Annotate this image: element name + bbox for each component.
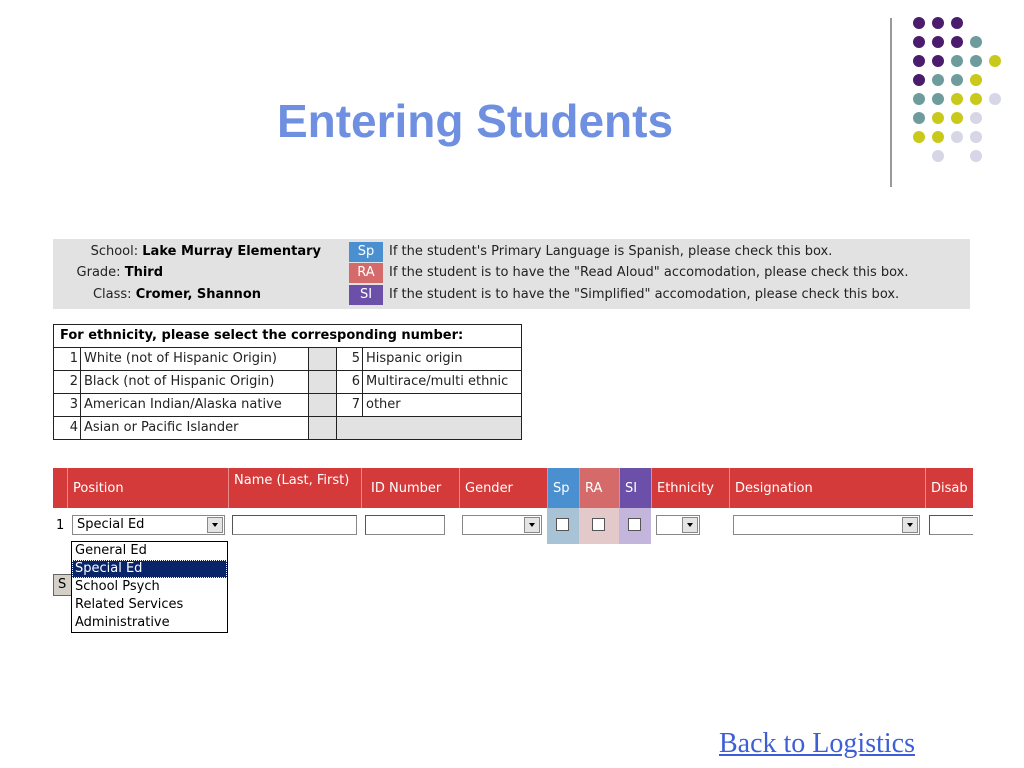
ethnicity-number: 4 xyxy=(69,420,78,435)
col-header-name: Name (Last, First) xyxy=(228,468,361,508)
ethnicity-row xyxy=(54,371,521,394)
row-number: 1 xyxy=(56,518,65,533)
sp-code-badge: Sp xyxy=(349,242,383,262)
si-checkbox[interactable] xyxy=(628,518,641,531)
student-entry-grid xyxy=(53,468,973,544)
ethnicity-label: Multirace/multi ethnic xyxy=(366,374,509,389)
lavender-dots xyxy=(932,93,1001,162)
class-value: Cromer, Shannon xyxy=(135,287,261,302)
chevron-down-icon[interactable] xyxy=(207,517,223,533)
position-option[interactable]: Related Services xyxy=(75,597,184,612)
ethnicity-row xyxy=(54,394,521,417)
position-option[interactable]: School Psych xyxy=(75,579,160,594)
ethnicity-number: 6 xyxy=(351,374,360,389)
ethnicity-number: 3 xyxy=(69,397,78,412)
ethnicity-number: 7 xyxy=(351,397,360,412)
position-select-value: Special Ed xyxy=(77,517,145,532)
back-to-logistics-link[interactable]: Back to Logistics xyxy=(719,728,915,759)
col-header-gender: Gender xyxy=(459,468,547,508)
col-header-id-number: ID Number xyxy=(361,468,459,508)
chevron-down-icon[interactable] xyxy=(902,517,918,533)
col-header-ra: RA xyxy=(579,468,619,508)
col-header-sp: Sp xyxy=(547,468,579,508)
school-field xyxy=(53,242,321,262)
ethnicity-row xyxy=(54,417,521,439)
ethnicity-label: Black (not of Hispanic Origin) xyxy=(84,374,275,389)
save-button[interactable]: S xyxy=(53,574,73,596)
si-cell xyxy=(619,508,651,544)
school-row xyxy=(53,242,970,262)
col-header-ethnicity: Ethnicity xyxy=(651,468,729,508)
position-option[interactable]: General Ed xyxy=(75,543,147,558)
ra-legend-text: If the student is to have the "Read Aloud" accomodation, please check this box. xyxy=(389,265,909,280)
grade-value: Third xyxy=(124,265,163,280)
sp-checkbox[interactable] xyxy=(556,518,569,531)
ethnicity-select[interactable] xyxy=(656,515,700,535)
position-option-selected[interactable]: Special Ed xyxy=(72,560,227,578)
position-dropdown-list xyxy=(71,541,228,633)
sp-cell xyxy=(547,508,579,544)
class-row xyxy=(53,285,970,305)
grid-header-row xyxy=(53,468,973,508)
ethnicity-legend-header: For ethnicity, please select the corresponding number: xyxy=(54,325,521,348)
school-value: Lake Murray Elementary xyxy=(142,244,321,259)
school-info-panel xyxy=(53,239,970,309)
page-title: Entering Students xyxy=(276,95,674,147)
ethnicity-number: 5 xyxy=(351,351,360,366)
ethnicity-label: Hispanic origin xyxy=(366,351,463,366)
col-header-position: Position xyxy=(67,468,228,508)
class-field xyxy=(53,285,261,305)
grade-label: Grade: xyxy=(76,265,121,280)
ethnicity-row xyxy=(54,348,521,371)
si-code-badge: SI xyxy=(349,285,383,305)
class-label: Class: xyxy=(92,287,132,302)
ra-checkbox[interactable] xyxy=(592,518,605,531)
designation-select[interactable] xyxy=(733,515,920,535)
ethnicity-label: other xyxy=(366,397,401,412)
ethnicity-legend-table xyxy=(53,324,522,440)
col-header-designation: Designation xyxy=(729,468,925,508)
teal-dots xyxy=(913,36,982,124)
student-name-input[interactable] xyxy=(232,515,357,535)
gender-select[interactable] xyxy=(462,515,542,535)
disability-select[interactable] xyxy=(929,515,973,535)
position-option[interactable]: Administrative xyxy=(75,615,170,630)
ethnicity-label: White (not of Hispanic Origin) xyxy=(84,351,277,366)
chevron-down-icon[interactable] xyxy=(682,517,698,533)
ra-cell xyxy=(579,508,619,544)
ethnicity-label: Asian or Pacific Islander xyxy=(84,420,239,435)
si-legend-text: If the student is to have the "Simplified" accomodation, please check this box. xyxy=(389,287,900,302)
grade-field xyxy=(53,263,163,283)
id-number-input[interactable] xyxy=(365,515,445,535)
purple-dots xyxy=(913,17,963,86)
school-label: School: xyxy=(90,244,139,259)
ethnicity-number: 2 xyxy=(69,374,78,389)
col-header-si: SI xyxy=(619,468,651,508)
sp-legend-text: If the student's Primary Language is Spanish, please check this box. xyxy=(389,244,833,259)
grade-row xyxy=(53,263,970,283)
position-select[interactable] xyxy=(72,515,225,535)
yellow-dots xyxy=(913,55,1001,143)
chevron-down-icon[interactable] xyxy=(524,517,540,533)
col-header-disability: Disab xyxy=(925,468,973,508)
ethnicity-label: American Indian/Alaska native xyxy=(84,397,282,412)
table-row xyxy=(53,508,973,544)
ethnicity-number: 1 xyxy=(69,351,78,366)
ra-code-badge: RA xyxy=(349,263,383,283)
